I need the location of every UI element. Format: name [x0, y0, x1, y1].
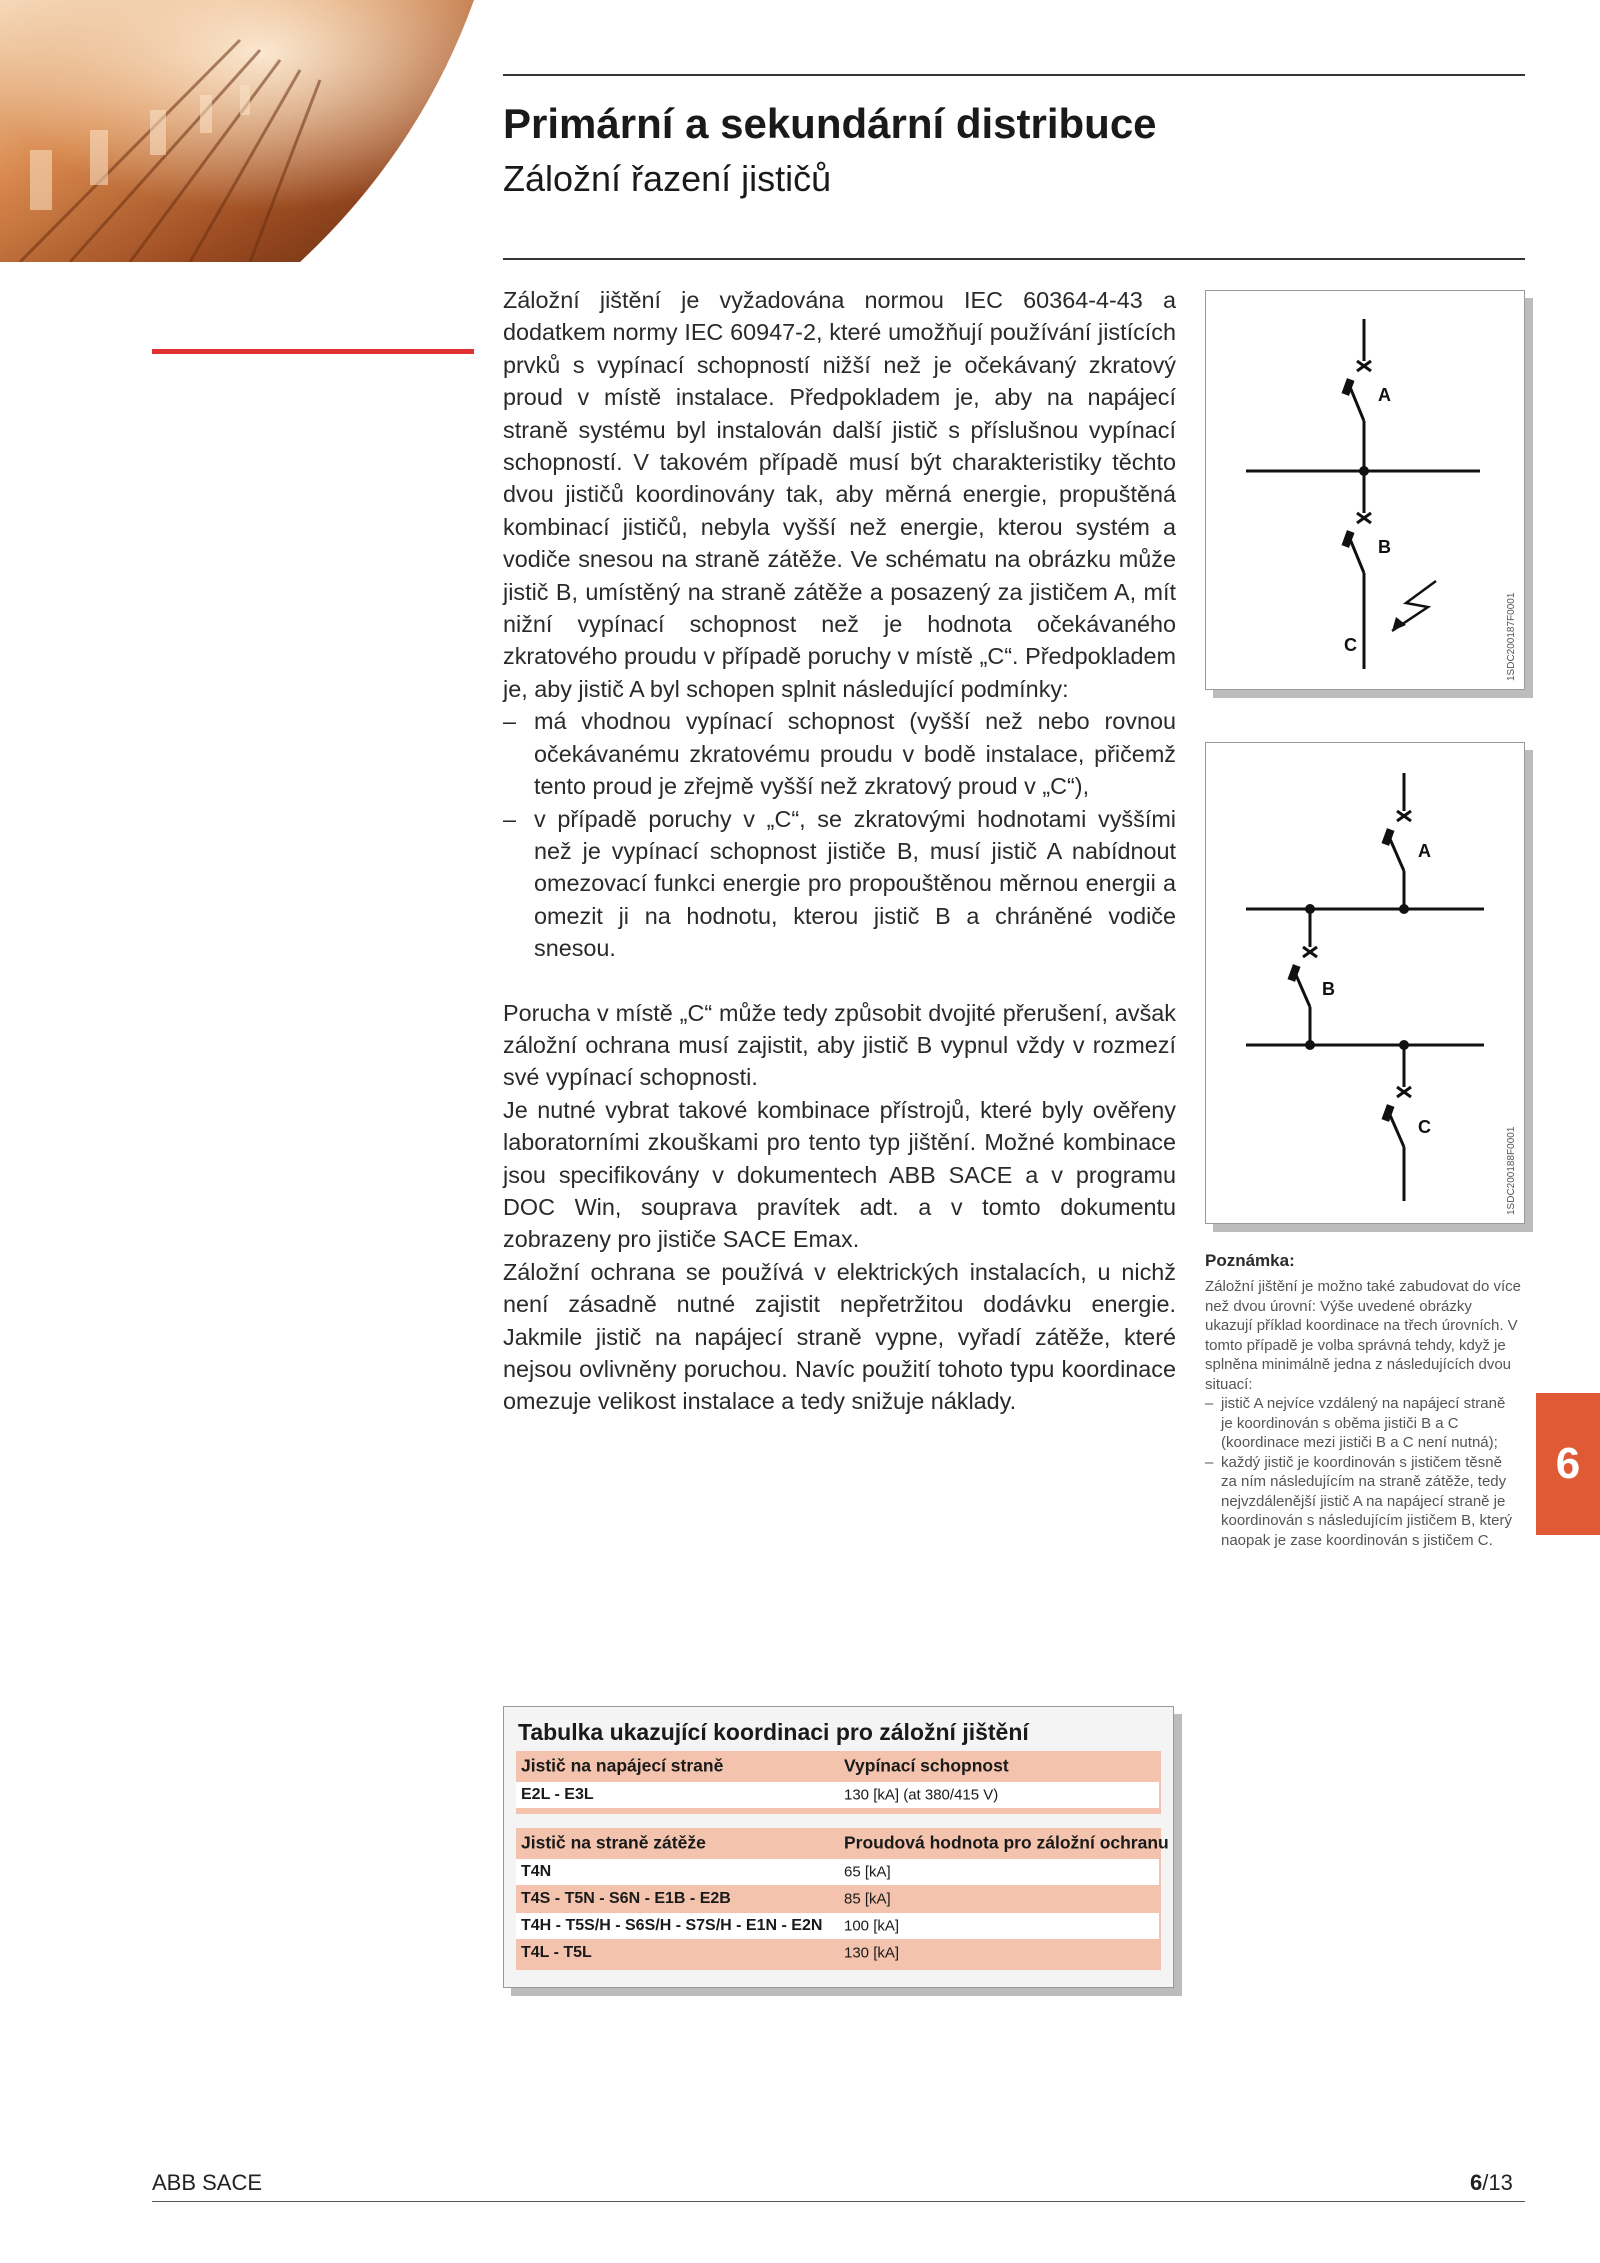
supply-side-table: [516, 1751, 1161, 1814]
header-value: Proudová hodnota pro záložní ochranu: [844, 1832, 1169, 1853]
table-row: T4L - T5L 130 [kA]: [516, 1939, 1159, 1966]
list-item: – má vhodnou vypínací schopnost (vyšší než nebo rovnou očekávanému zkratovému proudu v bodě instalace, přičemž tento proud je zřejmě vyšší než zkratový proud v „C“),: [503, 708, 1176, 800]
list-item: – v případě poruchy v „C“, se zkratovými hodnotami vyššími než je vypínací schopnost jističe B, musí jistič A nabídnout omezovací funkci energie pro propouštěnou měrnou energii a omezit ji na hodnotu, kterou jistič B a chráněné vodiče snesou.: [503, 805, 1176, 962]
side-note: [1205, 1251, 1521, 1550]
top-rule: [503, 74, 1525, 76]
header-photo: [0, 0, 474, 262]
factory-photo: [0, 0, 474, 262]
paragraph-2: Porucha v místě „C“ může tedy způsobit dvojité přerušení, avšak záložní ochrana musí zajistit, aby jistič B vypnul vždy v rozmezí své vypínací schopnosti.: [503, 999, 1176, 1091]
page-number: 6/13: [1470, 2170, 1513, 2195]
label-b: B: [1322, 979, 1335, 999]
paragraph-4: Záložní ochrana se používá v elektrických instalacích, u nichž není zásadně nutné zajistit nepřetržitou dodávku energie. Jakmile jistič na napájecí straně vypne, vyřadí zátěže, které nejsou ovlivněny poruchou. Navíc použití tohoto typu koordinace omezuje velikost instalace a tedy snižuje náklady.: [503, 1258, 1176, 1415]
conditions-list: [503, 705, 1176, 964]
label-c: C: [1344, 635, 1357, 655]
footer-rule: [152, 2201, 1525, 2202]
header-breaker: Jistič na napájecí straně: [521, 1755, 724, 1776]
header-value: Vypínací schopnost: [844, 1755, 1009, 1776]
note-title: Poznámka:: [1205, 1251, 1295, 1270]
label-b: B: [1378, 537, 1391, 557]
table-row: E2L - E3L 130 [kA] (at 380/415 V): [516, 1781, 1159, 1808]
table-header: [516, 1751, 1161, 1781]
header-rule: [503, 258, 1525, 260]
figure-code: 1SDC200187F0001: [1506, 592, 1517, 681]
table-row: T4N 65 [kA]: [516, 1858, 1159, 1885]
list-item: – každý jistič je koordinován s jističem těsně za ním následujícím na straně zátěže, tedy nejvzdálenější jistič A na napájecí straně je koordinován s následujícím jističem B, který naopak je zase koordinován s jističem C.: [1205, 1453, 1512, 1549]
diagram-three-level: [1205, 742, 1525, 1224]
note-list: [1205, 1394, 1521, 1550]
accent-bar: [152, 349, 474, 354]
label-c: C: [1418, 1117, 1431, 1137]
page-subtitle: Záložní řazení jističů: [503, 158, 832, 199]
chapter-tab: 6: [1536, 1393, 1600, 1535]
label-a: A: [1378, 385, 1391, 405]
circuit-diagram-2: [1206, 743, 1524, 1223]
coordination-table: [503, 1706, 1174, 1988]
page-title: Primární a sekundární distribuce: [503, 100, 1157, 147]
label-a: A: [1418, 841, 1431, 861]
diagram-two-level: [1205, 290, 1525, 690]
table-title: Tabulka ukazující koordinaci pro záložní jištění: [518, 1719, 1029, 1745]
table-row: T4H - T5S/H - S6S/H - S7S/H - E1N - E2N 100 [kA]: [516, 1912, 1159, 1939]
figure-code: 1SDC200188F0001: [1506, 1126, 1517, 1215]
body-text: [503, 284, 1176, 1418]
list-item: – jistič A nejvíce vzdálený na napájecí straně je koordinován s oběma jističi B a C (koordinace mezi jističi B a C není nutná);: [1205, 1395, 1506, 1451]
circuit-diagram-1: [1206, 291, 1524, 689]
table-header: [516, 1828, 1169, 1858]
header-breaker: Jistič na straně zátěže: [521, 1832, 706, 1853]
footer-brand: ABB SACE: [152, 2170, 263, 2195]
note-text: Záložní jištění je možno také zabudovat do více než dvou úrovní: Výše uvedené obrázky ukazují příklad koordinace na třech úrovních. V tomto případě je volba správná tehdy, když je splněna minimálně jedna z následujících dvou situací:: [1205, 1278, 1522, 1393]
load-side-table: [516, 1828, 1169, 1970]
paragraph-1: Záložní jištění je vyžadována normou IEC 60364-4-43 a dodatkem normy IEC 60947-2, které umožňují používání jistících prvků s vypínací schopností nižší než je očekávaný zkratový proud v místě instalace. Předpokladem je, aby na napájecí straně systému byl instalován další jistič s příslušnou vypínací schopností. V takovém případě musí být charakteristiky těchto dvou jističů koordinovány tak, aby měrná energie, propuštěná kombinací jističů, nebyla vyšší než energie, kterou systém a vodiče snesou na straně zátěže. Ve schématu na obrázku může jistič B, umístěný na straně zátěže a posazený za jističem A, mít nižní vypínací schopnost než je hodnota očekávaného zkratového proudu v případě poruchy v místě „C“. Předpokladem je, aby jistič A byl schopen splnit následující podmínky:: [503, 287, 1176, 702]
table-row: T4S - T5N - S6N - E1B - E2B 85 [kA]: [516, 1885, 1159, 1912]
paragraph-3: Je nutné vybrat takové kombinace přístrojů, které byly ověřeny laboratorními zkouškami pro tento typ jištění. Možné kombinace jsou specifikovány v dokumentech ABB SACE a v programu DOC Win, souprava pravítek adt. a v tomto dokumentu zobrazeny pro jističe SACE Emax.: [503, 1096, 1176, 1253]
